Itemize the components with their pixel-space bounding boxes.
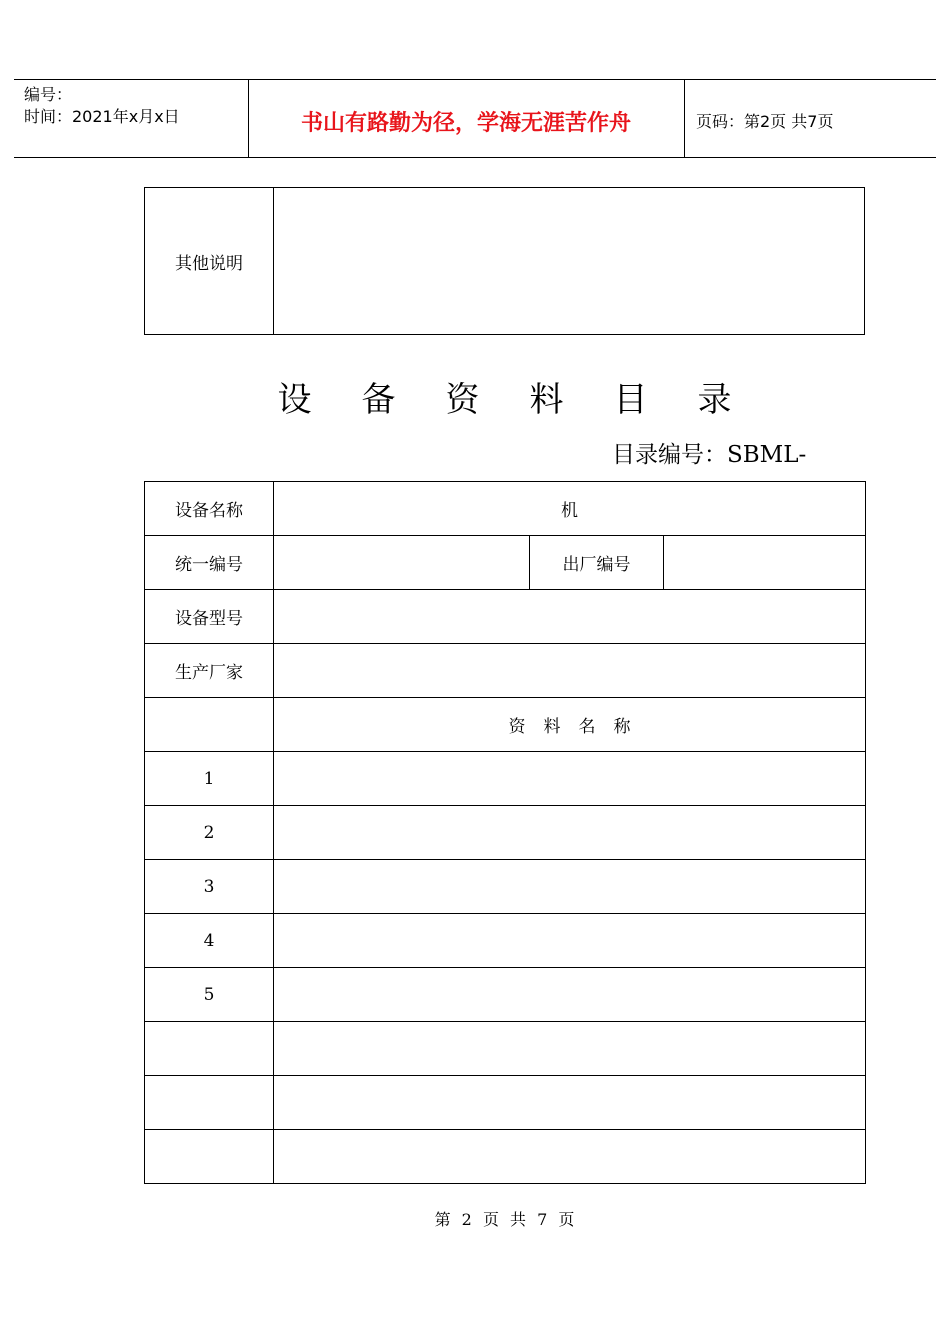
page-label: 页码：第2页 共7页 bbox=[696, 112, 834, 131]
document-title: 设备资料目录 bbox=[277, 380, 782, 420]
unified-no-label: 统一编号 bbox=[145, 536, 274, 590]
factory-no-value bbox=[664, 536, 866, 590]
table-row bbox=[145, 482, 866, 536]
table-row bbox=[145, 1076, 866, 1130]
table-row bbox=[145, 860, 866, 914]
table-row bbox=[145, 806, 866, 860]
notes-label: 其他说明 bbox=[145, 188, 274, 335]
row-index: 3 bbox=[145, 860, 274, 914]
page-header bbox=[14, 79, 936, 158]
model-label: 设备型号 bbox=[145, 590, 274, 644]
equipment-table bbox=[144, 481, 866, 1184]
equipment-name-label: 设备名称 bbox=[145, 482, 274, 536]
table-row bbox=[145, 698, 866, 752]
table-row bbox=[145, 644, 866, 698]
table-row bbox=[145, 536, 866, 590]
list-index-header bbox=[145, 698, 274, 752]
row-index: 4 bbox=[145, 914, 274, 968]
equipment-name-value: 机 bbox=[274, 482, 866, 536]
table-row bbox=[145, 1022, 866, 1076]
number-label: 编号： bbox=[24, 85, 73, 104]
header-divider bbox=[684, 80, 685, 157]
notes-table bbox=[144, 187, 865, 335]
manufacturer-value bbox=[274, 644, 866, 698]
table-row bbox=[145, 968, 866, 1022]
row-doc-name bbox=[274, 752, 866, 806]
row-doc-name bbox=[274, 968, 866, 1022]
header-motto: 书山有路勤为径，学海无涯苦作舟 bbox=[300, 111, 631, 136]
header-meta bbox=[24, 84, 180, 128]
table-row bbox=[145, 188, 865, 335]
table-row bbox=[145, 1130, 866, 1184]
row-index: 1 bbox=[145, 752, 274, 806]
notes-value bbox=[274, 188, 865, 335]
row-doc-name bbox=[274, 860, 866, 914]
manufacturer-label: 生产厂家 bbox=[145, 644, 274, 698]
time-label: 时间：2021年x月x日 bbox=[24, 107, 180, 126]
table-row bbox=[145, 752, 866, 806]
table-row bbox=[145, 914, 866, 968]
row-index bbox=[145, 1022, 274, 1076]
catalog-number: 目录编号：SBML- bbox=[612, 442, 807, 468]
row-doc-name bbox=[274, 914, 866, 968]
unified-no-value bbox=[274, 536, 530, 590]
model-value bbox=[274, 590, 866, 644]
row-doc-name bbox=[274, 806, 866, 860]
row-index: 2 bbox=[145, 806, 274, 860]
row-doc-name bbox=[274, 1130, 866, 1184]
row-doc-name bbox=[274, 1076, 866, 1130]
list-header: 资料名称 bbox=[274, 698, 866, 752]
table-row bbox=[145, 590, 866, 644]
row-doc-name bbox=[274, 1022, 866, 1076]
row-index bbox=[145, 1130, 274, 1184]
factory-no-label: 出厂编号 bbox=[530, 536, 664, 590]
row-index bbox=[145, 1076, 274, 1130]
row-index: 5 bbox=[145, 968, 274, 1022]
page-footer: 第 2 页 共 7 页 bbox=[434, 1210, 575, 1229]
